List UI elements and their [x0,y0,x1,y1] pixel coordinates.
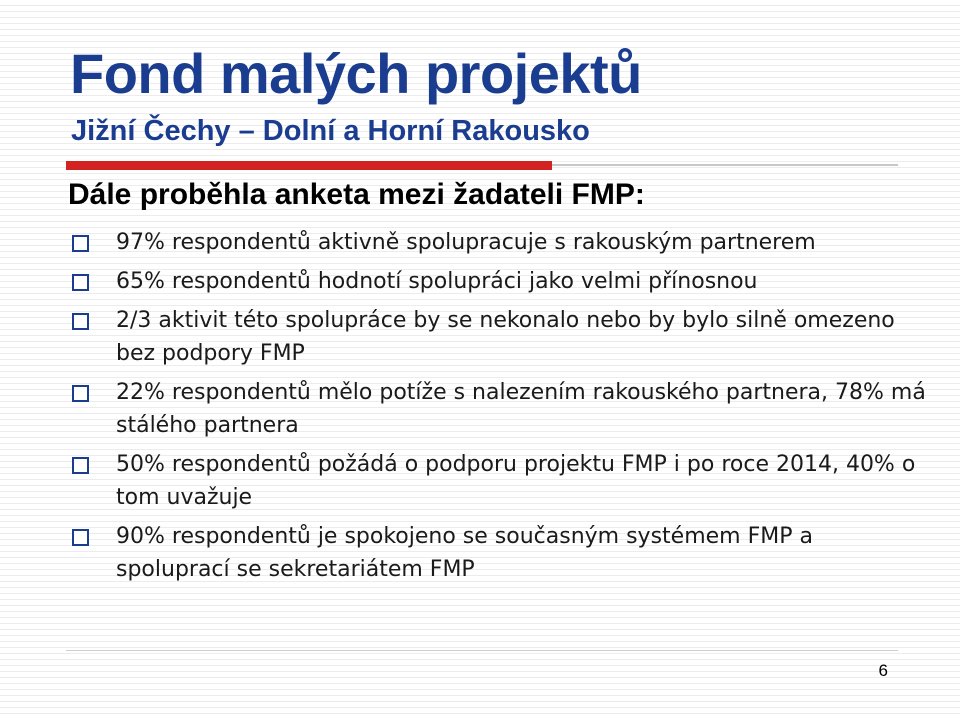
slide-subtitle: Jižní Čechy – Dolní a Horní Rakousko [71,115,590,147]
bullet-text: 90% respondentů je spokojeno se současným systémem FMP a spoluprací se sekretariátem FMP [116,524,813,582]
hollow-square-bullet-icon [72,529,89,546]
divider-line [552,164,898,166]
hollow-square-bullet-icon [72,313,89,330]
bullet-item [70,265,930,298]
bullet-item [70,448,930,514]
bullet-text: 2/3 aktivit této spolupráce by se nekonalo nebo by bylo silně omezeno bez podpory FMP [116,308,895,366]
footer-divider [66,650,898,651]
hollow-square-bullet-icon [72,385,89,402]
bullet-item [70,226,930,259]
section-heading: Dále proběhla anketa mezi žadateli FMP: [68,178,645,211]
bullet-text: 50% respondentů požádá o podporu projektu FMP i po roce 2014, 40% o tom uvažuje [116,452,916,510]
hollow-square-bullet-icon [72,235,89,252]
slide-title: Fond malých projektů [70,42,642,105]
bullet-item [70,376,930,442]
bullet-item [70,304,930,370]
bullet-text: 65% respondentů hodnotí spolupráci jako velmi přínosnou [116,269,758,294]
bullet-item [70,520,930,586]
bullet-text: 97% respondentů aktivně spolupracuje s rakouským partnerem [116,230,816,255]
bullet-text: 22% respondentů mělo potíže s nalezením rakouského partnera, 78% má stálého partnera [116,380,926,438]
accent-divider-bar [66,161,552,170]
hollow-square-bullet-icon [72,274,89,291]
hollow-square-bullet-icon [72,457,89,474]
bullet-list [70,226,930,592]
page-number: 6 [878,661,888,680]
